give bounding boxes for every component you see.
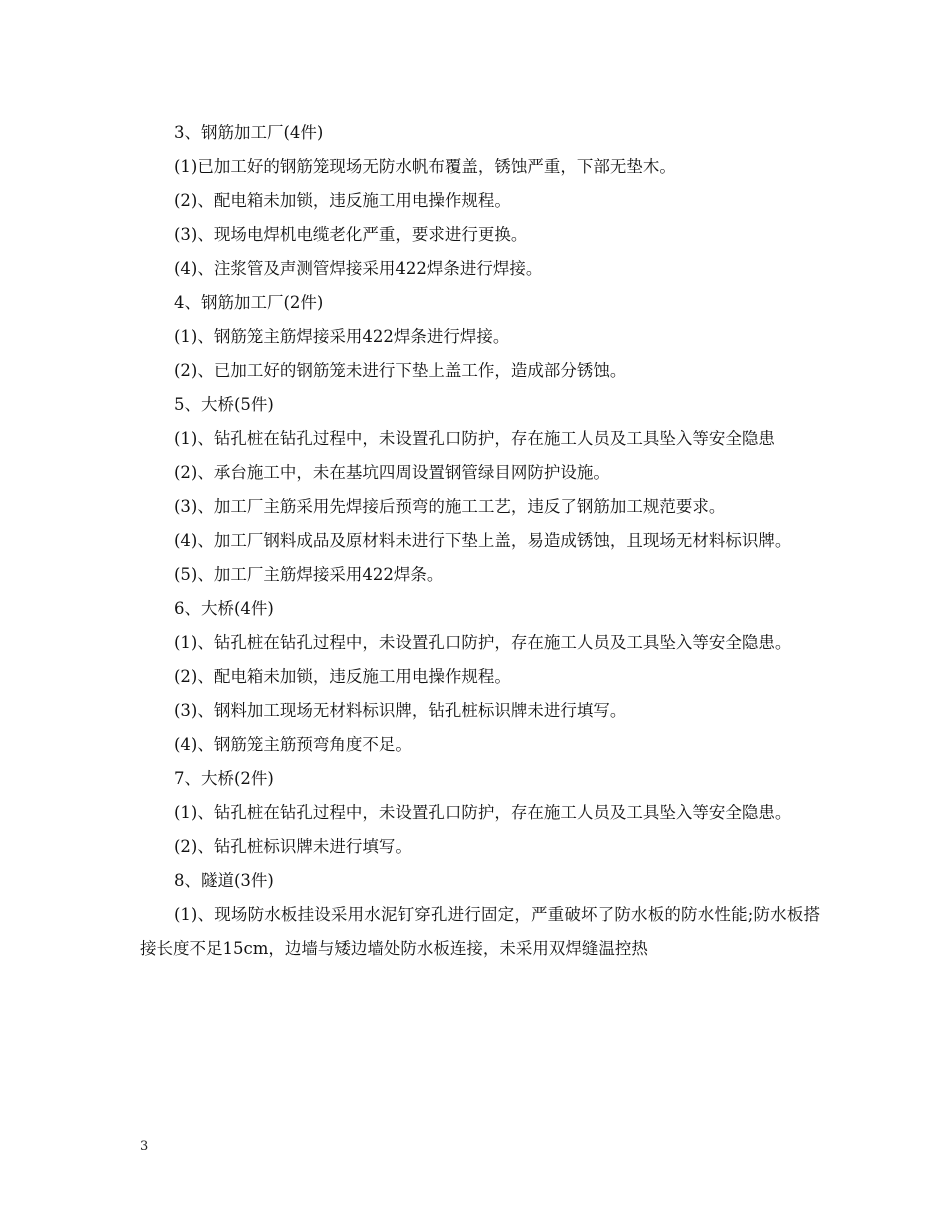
section-heading: 6、大桥(4件)	[174, 599, 274, 618]
list-item: (2)、配电箱未加锁，违反施工用电操作规程。	[174, 191, 511, 210]
list-item: (4)、加工厂钢料成品及原材料未进行下垫上盖，易造成锈蚀，且现场无材料标识牌。	[174, 531, 792, 550]
list-item: (1)、钻孔桩在钻孔过程中，未设置孔口防护，存在施工人员及工具坠入等安全隐患。	[174, 803, 792, 822]
list-item: (1)、钢筋笼主筋焊接采用422焊条进行焊接。	[174, 327, 510, 346]
list-item: (2)、承台施工中，未在基坑四周设置钢管绿目网防护设施。	[174, 463, 610, 482]
list-item: (4)、注浆管及声测管焊接采用422焊条进行焊接。	[174, 259, 543, 278]
section-heading: 4、钢筋加工厂(2件)	[174, 293, 324, 312]
list-item: (1)、现场防水板挂设采用水泥钉穿孔进行固定，严重破坏了防水板的防水性能;防水板搭接长度不足15cm，边墙与矮边墙处防水板连接，未采用双焊缝温控热	[140, 905, 820, 958]
list-item: (3)、加工厂主筋采用先焊接后预弯的施工工艺，违反了钢筋加工规范要求。	[174, 497, 726, 516]
list-item: (2)、已加工好的钢筋笼未进行下垫上盖工作，造成部分锈蚀。	[174, 361, 627, 380]
list-item: (1)已加工好的钢筋笼现场无防水帆布覆盖，锈蚀严重，下部无垫木。	[174, 157, 676, 176]
list-item: (4)、钢筋笼主筋预弯角度不足。	[174, 735, 412, 754]
list-item: (2)、钻孔桩标识牌未进行填写。	[174, 837, 412, 856]
section-heading: 5、大桥(5件)	[174, 395, 274, 414]
page-number: 3	[140, 1139, 149, 1154]
list-item: (3)、钢料加工现场无材料标识牌，钻孔桩标识牌未进行填写。	[174, 701, 627, 720]
list-item: (2)、配电箱未加锁，违反施工用电操作规程。	[174, 667, 511, 686]
list-item: (5)、加工厂主筋焊接采用422焊条。	[174, 565, 444, 584]
document-body	[140, 116, 820, 966]
section-heading: 7、大桥(2件)	[174, 769, 274, 788]
list-item: (3)、现场电焊机电缆老化严重，要求进行更换。	[174, 225, 528, 244]
list-item: (1)、钻孔桩在钻孔过程中，未设置孔口防护，存在施工人员及工具坠入等安全隐患	[174, 429, 775, 448]
section-heading: 3、钢筋加工厂(4件)	[174, 123, 324, 142]
list-item: (1)、钻孔桩在钻孔过程中，未设置孔口防护，存在施工人员及工具坠入等安全隐患。	[174, 633, 792, 652]
section-heading: 8、隧道(3件)	[174, 871, 274, 890]
